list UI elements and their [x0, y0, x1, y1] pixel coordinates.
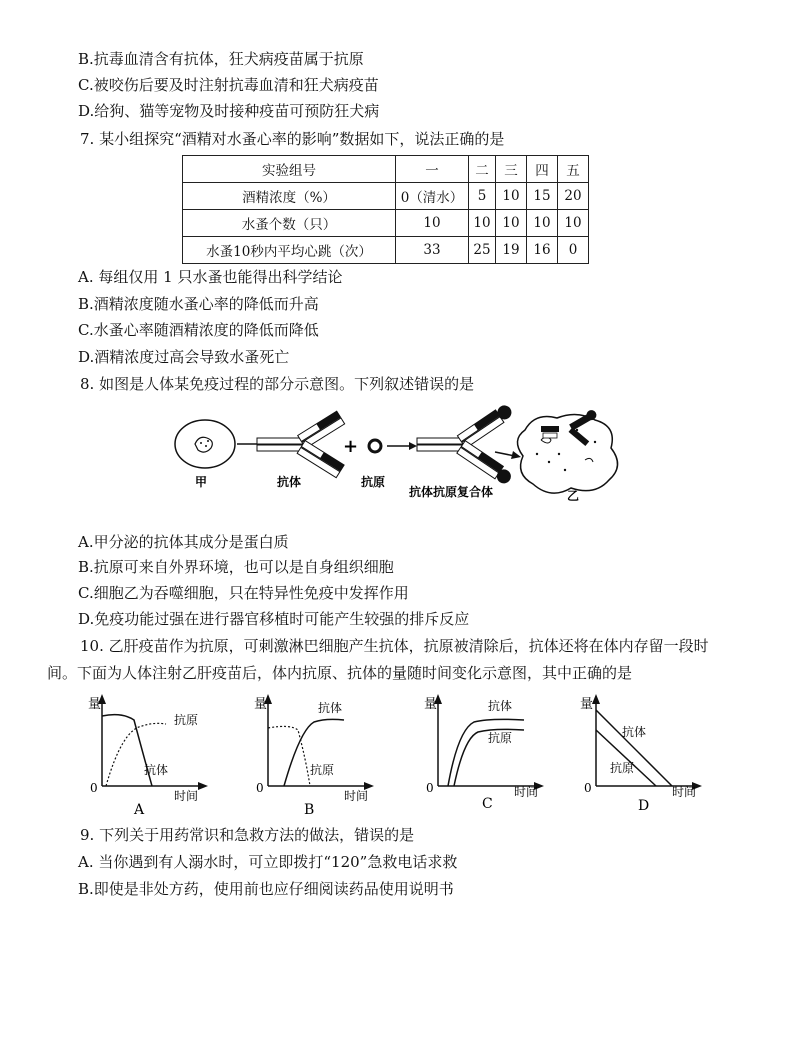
- table-cell: 水蚤10秒内平均心跳（次）: [183, 237, 396, 264]
- table-cell: 10: [496, 210, 527, 237]
- table-row: [183, 237, 589, 264]
- antigen-icon: [369, 440, 381, 452]
- table-header-cell: 五: [558, 156, 589, 183]
- q7-option-a: A. 每组仅用 1 只水蚤也能得出科学结论: [78, 268, 343, 286]
- table-header-cell: 一: [396, 156, 469, 183]
- table-cell: 19: [496, 237, 527, 264]
- table-cell: 0: [558, 237, 589, 264]
- q6-option-c: C.被咬伤后要及时注射抗毒血清和狂犬病疫苗: [78, 76, 379, 94]
- table-cell: 10: [496, 183, 527, 210]
- graph-b: [248, 690, 380, 818]
- label-complex: 抗体抗原复合体: [409, 485, 494, 499]
- table-cell: 10: [558, 210, 589, 237]
- table-header-cell: 四: [527, 156, 558, 183]
- phagocyte-yi-icon: [517, 408, 617, 493]
- nucleus-icon: [195, 437, 212, 452]
- antibody-icon: [257, 411, 345, 478]
- table-cell: 水蚤个数（只）: [183, 210, 396, 237]
- y-label: 量: [88, 697, 102, 712]
- q7-stem: 7. 某小组探究“酒精对水蚤心率的影响”数据如下，说法正确的是: [80, 130, 505, 148]
- q6-option-b: B.抗毒血清含有抗体，狂犬病疫苗属于抗原: [78, 50, 364, 68]
- origin-label: 0: [584, 781, 592, 795]
- origin-label: 0: [256, 781, 264, 795]
- plus-sign: +: [343, 436, 359, 457]
- q8-option-c: C.细胞乙为吞噬细胞，只在特异性免疫中发挥作用: [78, 584, 409, 602]
- immune-process-figure: [165, 400, 630, 506]
- q9-option-b: B.即使是非处方药，使用前也应仔细阅读药品使用说明书: [78, 880, 454, 898]
- x-label: 时间: [672, 785, 697, 799]
- q8-option-b: B.抗原可来自外界环境，也可以是自身组织细胞: [78, 558, 394, 576]
- antibody-antigen-complex-icon: [417, 403, 515, 486]
- table-cell: 16: [527, 237, 558, 264]
- curve-label-1: 抗体: [622, 725, 647, 739]
- q8-stem: 8. 如图是人体某免疫过程的部分示意图。下列叙述错误的是: [80, 375, 475, 393]
- curve-label-1: 抗原: [174, 713, 199, 727]
- y-label: 量: [424, 697, 438, 712]
- table-cell: 10: [396, 210, 469, 237]
- table-header-cell: 二: [469, 156, 496, 183]
- table-row: [183, 183, 589, 210]
- q7-option-d: D.酒精浓度过高会导致水蚤死亡: [78, 348, 290, 366]
- x-label: 时间: [344, 789, 369, 803]
- q8-option-d: D.免疫功能过强在进行器官移植时可能产生较强的排斥反应: [78, 610, 470, 628]
- q9-option-a: A. 当你遇到有人溺水时，可立即拨打“120”急救电话求救: [78, 853, 458, 871]
- y-label: 量: [580, 697, 594, 712]
- table-cell: 15: [527, 183, 558, 210]
- table-header-cell: 三: [496, 156, 527, 183]
- x-label: 时间: [174, 789, 199, 803]
- curve-label-1: 抗体: [318, 701, 343, 715]
- curve-label-2: 抗体: [144, 763, 169, 777]
- table-cell: 10: [469, 210, 496, 237]
- table-cell: 0（清水）: [396, 183, 469, 210]
- origin-label: 0: [90, 781, 98, 795]
- q8-option-a: A.甲分泌的抗体其成分是蛋白质: [78, 533, 289, 551]
- table-header-row: [183, 156, 589, 183]
- table-header-cell: 实验组号: [183, 156, 396, 183]
- table-cell: 25: [469, 237, 496, 264]
- table-cell: 10: [527, 210, 558, 237]
- graph-d: [576, 690, 708, 818]
- graph-letter: C: [482, 796, 493, 812]
- table-cell: 酒精浓度（%）: [183, 183, 396, 210]
- curve-label-1: 抗体: [488, 699, 513, 713]
- graph-letter: B: [304, 802, 315, 818]
- graph-c: [418, 690, 550, 818]
- q6-option-d: D.给狗、猫等宠物及时接种疫苗可预防狂犬病: [78, 102, 380, 120]
- q7-option-c: C.水蚤心率随酒精浓度的降低而降低: [78, 321, 319, 339]
- curve-label-2: 抗原: [610, 761, 635, 775]
- graph-letter: D: [638, 798, 650, 814]
- q10-stem-line1: 10. 乙肝疫苗作为抗原，可刺激淋巴细胞产生抗体，抗原被清除后，抗体还将在体内存留一段时: [80, 637, 709, 655]
- x-label: 时间: [514, 785, 539, 799]
- table-cell: 5: [469, 183, 496, 210]
- graph-letter: A: [134, 802, 145, 818]
- q10-stem-line2: 间。下面为人体注射乙肝疫苗后，体内抗原、抗体的量随时间变化示意图，其中正确的是: [47, 664, 633, 682]
- label-antigen: 抗原: [361, 475, 386, 489]
- table-cell: 33: [396, 237, 469, 264]
- curve-label-2: 抗原: [488, 731, 513, 745]
- y-label: 量: [254, 697, 268, 712]
- q7-data-table: [182, 155, 589, 264]
- label-yi: 乙: [567, 489, 580, 503]
- curve-label-2: 抗原: [310, 763, 335, 777]
- origin-label: 0: [426, 781, 434, 795]
- label-antibody: 抗体: [277, 475, 302, 489]
- table-cell: 20: [558, 183, 589, 210]
- graph-a: [82, 690, 214, 818]
- q9-stem: 9. 下列关于用药常识和急救方法的做法，错误的是: [80, 826, 415, 844]
- label-jia: 甲: [195, 475, 208, 489]
- q7-option-b: B.酒精浓度随水蚤心率的降低而升高: [78, 295, 319, 313]
- table-row: [183, 210, 589, 237]
